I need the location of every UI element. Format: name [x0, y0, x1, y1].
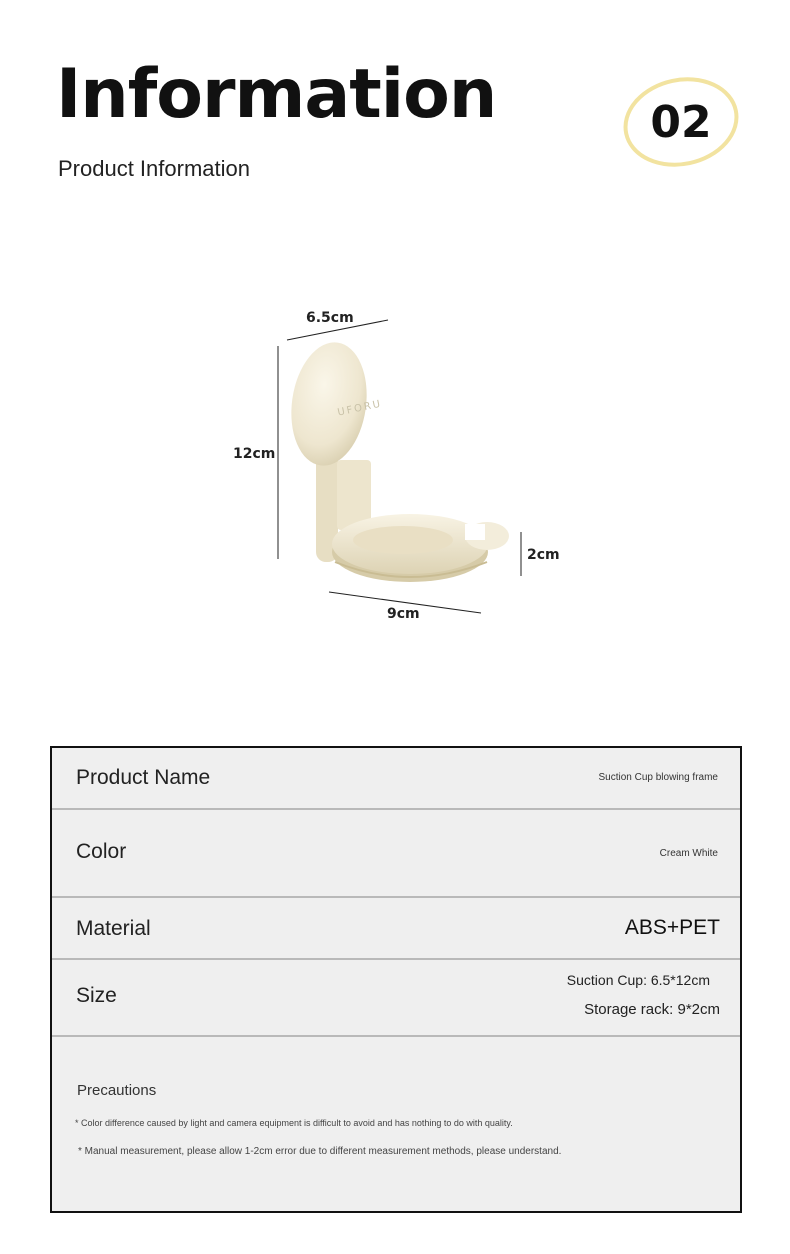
precaution-note: * Color difference caused by light and camera equipment is difficult to avoid and has nothing to do with quality.	[75, 1118, 513, 1128]
section-badge	[620, 74, 742, 170]
value-material: ABS+PET	[624, 916, 720, 939]
label-color: Color	[76, 840, 127, 863]
value-color: Cream White	[659, 848, 718, 859]
label-material: Material	[76, 917, 151, 940]
product-image	[225, 300, 585, 640]
value-size-suction-cup: Suction Cup: 6.5*12cm	[566, 972, 710, 988]
brand-mark: UFORU	[336, 398, 384, 419]
dim-height: 12cm	[233, 446, 276, 462]
page-subtitle: Product Information	[58, 156, 250, 181]
dim-ring-width: 9cm	[387, 606, 420, 622]
row-material	[52, 898, 740, 960]
label-size: Size	[76, 984, 117, 1007]
row-color	[52, 810, 740, 898]
value-product-name: Suction Cup blowing frame	[598, 772, 718, 783]
page-title: Information	[56, 55, 497, 134]
product-figure	[225, 300, 585, 640]
badge-number: 02	[650, 96, 712, 148]
precaution-note: * Manual measurement, please allow 1-2cm error due to different measurement methods, please understand.	[78, 1146, 562, 1157]
dim-top-width: 6.5cm	[306, 310, 354, 326]
value-size-storage-rack: Storage rack: 9*2cm	[584, 1001, 720, 1018]
row-size	[52, 960, 740, 1037]
precautions-title: Precautions	[77, 1082, 157, 1099]
spec-table	[50, 746, 742, 1213]
row-product-name	[52, 748, 740, 810]
label-product-name: Product Name	[76, 766, 211, 789]
dim-ring-height: 2cm	[527, 547, 560, 563]
